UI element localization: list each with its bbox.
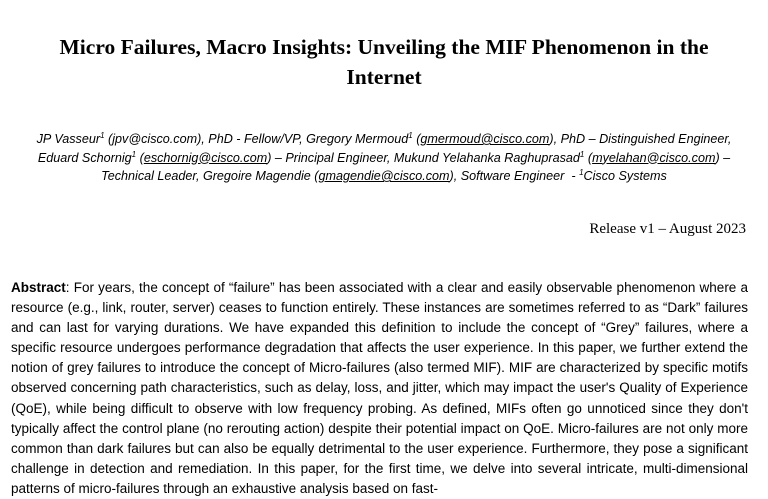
author-sup: 1 bbox=[408, 130, 413, 140]
author-email-link[interactable]: gmermoud@cisco.com bbox=[420, 132, 550, 146]
author-name: Gregoire Magendie bbox=[202, 169, 311, 183]
affiliation-sup: 1 bbox=[579, 167, 584, 177]
author-block: JP Vasseur$^1$ (jpv@cisco.com), PhD - Fellow/VP, Gregory Mermoud$^1$ (gmermoud@cisco.com), PhD – Distinguished Engineer, Eduard Schornig$^1$ (eschornig@cisco.com) – Principal Engineer, Mukund Yelahanka Raghuprasad$^1$ (myelahan@cisco.com) – Technical Leader, Gregoire Magendie (gmagendie@cisco.com), Software Engineer - $^1$Cisco Systems bbox=[36, 130, 732, 183]
author-role: Technical Leader bbox=[101, 169, 196, 183]
author-role: Software Engineer bbox=[460, 169, 565, 183]
abstract-text: For years, the concept of “failure” has been associated with a clear and easily observable phenomenon where a resource (e.g., link, router, server) ceases to function entirely. These instances are sometimes referred to as “Dark” failures and can last for varying durations. We have expanded this definition to include the concept of “Grey” failures, where a specific resource undergoes performance degradation that affects the user experience. In this paper, we further extend the notion of grey failures to introduce the concept of Micro-failures (also termed MIF). MIF are characterized by specific motifs observed concerning path characteristics, such as delay, loss, and jitter, which may impact the user's Quality of Experience (QoE), while being difficult to observe with low frequency probing. As defined, MIFs often go unnoticed since they don't typically affect the control plane (no rerouting action) despite their potential impact on QoE. Micro-failures are not only more common than dark failures but can also be equally detrimental to the user experience. Furthermore, they pose a significant challenge in detection and remediation. In this paper, for the first time, we delve into several intricate, multi-dimensional patterns of micro-failures through an exhaustive analysis based on fast- bbox=[11, 280, 748, 496]
author-email-link[interactable]: eschornig@cisco.com bbox=[143, 150, 268, 165]
author-name: Gregory Mermoud bbox=[306, 132, 409, 146]
author-email-link[interactable]: gmagendie@cisco.com bbox=[318, 169, 450, 183]
author-email-link[interactable]: myelahan@cisco.com bbox=[592, 150, 716, 165]
author-name: JP Vasseur bbox=[36, 132, 101, 146]
abstract-label: Abstract bbox=[11, 280, 66, 295]
author-role: Principal Engineer bbox=[285, 150, 387, 165]
author-role: PhD - Fellow/VP bbox=[208, 132, 300, 146]
author-sup: 1 bbox=[579, 149, 585, 159]
affiliation: Cisco Systems bbox=[583, 169, 667, 183]
author-name: Mukund Yelahanka Raghuprasad bbox=[393, 150, 580, 165]
author-name: Eduard Schornig bbox=[37, 150, 132, 165]
author-email-link[interactable]: jpv@cisco.com bbox=[112, 132, 198, 146]
author-sup: 1 bbox=[131, 149, 137, 159]
paper-title: Micro Failures, Macro Insights: Unveiling the MIF Phenomenon in the Internet bbox=[59, 35, 709, 89]
release-info: Release v1 – August 2023 bbox=[589, 221, 746, 237]
abstract-paragraph: Abstract: For years, the concept of “failure” has been associated with a clear and easily observable phenomenon where a resource (e.g., link, router, server) ceases to function entirely. These instances are sometimes referred to as “Dark” failures and can last for varying durations. We have expanded this definition to include the concept of “Grey” failures, where a specific resource undergoes performance degradation that affects the user experience. In this paper, we further extend the notion of grey failures to introduce the concept of Micro-failures (also termed MIF). MIF are characterized by specific motifs observed concerning path characteristics, such as delay, loss, and jitter, which may impact the user's Quality of Experience (QoE), while being difficult to observe with low frequency probing. As defined, MIFs often go unnoticed since they don't typically affect the control plane (no rerouting action) despite their potential impact on QoE. Micro-failures are not only more common than dark failures but can also be equally detrimental to the user experience. Furthermore, they pose a significant challenge in detection and remediation. In this paper, for the first time, we delve into several intricate, multi-dimensional patterns of micro-failures through an exhaustive analysis based on fast- bbox=[11, 280, 748, 496]
author-sup: 1 bbox=[100, 130, 105, 140]
author-role: PhD – Distinguished Engineer bbox=[560, 132, 728, 146]
